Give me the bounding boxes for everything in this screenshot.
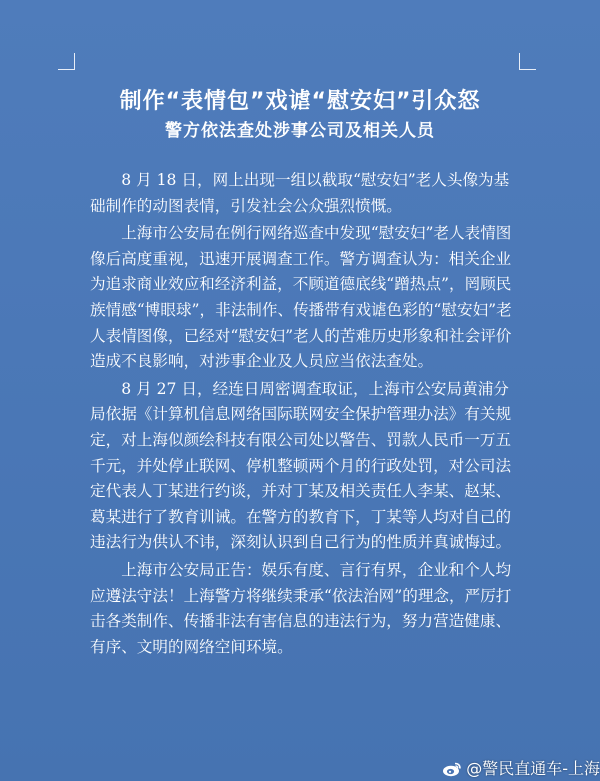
paragraph-4: 上海市公安局正告：娱乐有度、言行有界，企业和个人均应遵法守法！上海警方将继续秉承“依法治网”的理念，严厉打击各类制作、传播非法有害信息的违法行为，努力营造健康、有序、文明的网络空间环境。 <box>90 560 512 656</box>
watermark-text: @警民直通车-上海 <box>466 759 600 778</box>
paragraph-3: 8 月 27 日，经连日周密调查取证，上海市公安局黄浦分局依据《计算机信息网络国际联网安全保护管理办法》有关规定，对上海似颜绘科技有限公司处以警告、罚款人民币一万五千元，并处停止联网、停机整顿两个月的行政处罚，对公司法定代表人丁某进行约谈，并对丁某及相关责任人李某、赵某、葛某进行了教育训诫。在警方的教育下，丁某等人均对自己的违法行为供认不讳，深刻认识到自己行为的性质并真诚悔过。 <box>90 379 512 552</box>
paragraph-1: 8 月 18 日，网上出现一组以截取“慰安妇”老人头像为基础制作的动图表情，引发社会公众强烈愤慨。 <box>90 171 510 215</box>
weibo-watermark <box>442 757 600 781</box>
paragraph-2: 上海市公安局在例行网络巡查中发现“慰安妇”老人表情图像后高度重视，迅速开展调查工作。警方调查认为：相关企业为追求商业效应和经济利益，不顾道德底线“蹭热点”，罔顾民族情感“博眼球”，非法制作、传播带有戏谑色彩的“慰安妇”老人表情图像，已经对“慰安妇”老人的苦难历史形象和社会评价造成不良影响，对涉事企业及人员应当依法查处。 <box>90 224 512 371</box>
document-body <box>90 168 520 660</box>
document-subtitle: 警方依法查处涉事公司及相关人员 <box>165 121 435 141</box>
crop-mark-top-right <box>519 53 536 70</box>
crop-mark-top-left <box>58 53 75 70</box>
weibo-icon <box>442 761 462 777</box>
document-title: 制作“表情包”戏谑“慰安妇”引众怒 <box>119 89 481 114</box>
